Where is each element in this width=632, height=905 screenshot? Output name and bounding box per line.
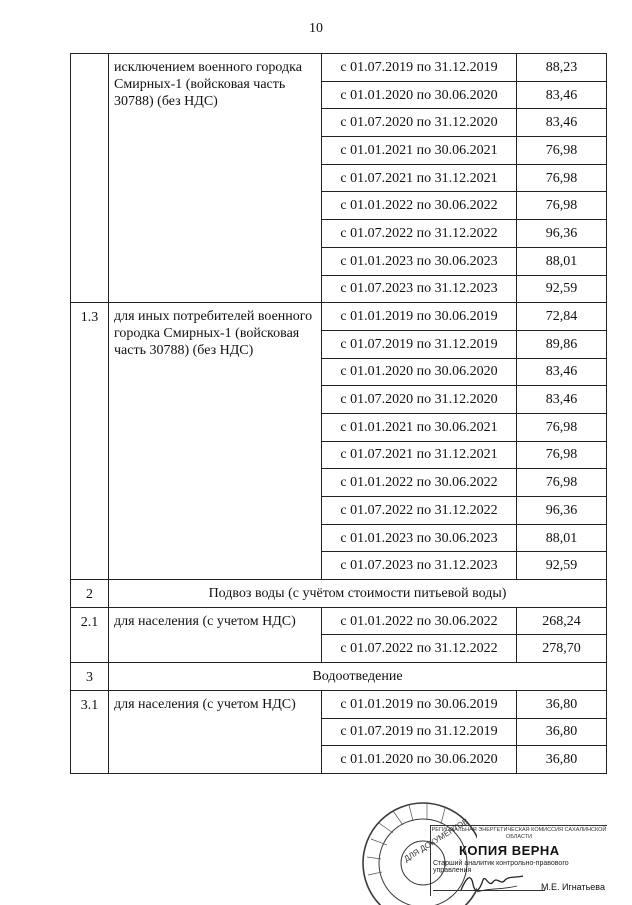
tariff-value: 76,98 [517,441,607,469]
table-row [71,54,607,82]
table-row [71,607,607,635]
tariff-value: 72,84 [517,303,607,331]
tariff-value: 76,98 [517,469,607,497]
tariff-value: 88,23 [517,54,607,82]
tariff-period: с 01.01.2023 по 30.06.2023 [322,247,517,275]
tariff-table [70,53,607,774]
item-number: 2.1 [71,607,109,662]
tariff-period: с 01.01.2019 по 30.06.2019 [322,303,517,331]
tariff-value: 36,80 [517,718,607,746]
tariff-value: 88,01 [517,524,607,552]
tariff-value: 92,59 [517,275,607,303]
copy-certification [430,825,607,896]
tariff-period: с 01.07.2022 по 31.12.2022 [322,220,517,248]
tariff-value: 89,86 [517,330,607,358]
tariff-period: с 01.07.2020 по 31.12.2020 [322,386,517,414]
item-number: 1.3 [71,303,109,580]
table-row [71,303,607,331]
tariff-value: 76,98 [517,164,607,192]
certifier-position: Старший аналитик контрольно-правового управления [433,860,569,874]
tariff-period: с 01.01.2022 по 30.06.2022 [322,607,517,635]
tariff-value: 76,98 [517,192,607,220]
tariff-value: 83,46 [517,109,607,137]
item-number [71,54,109,303]
tariff-period: с 01.01.2019 по 30.06.2019 [322,690,517,718]
tariff-period: с 01.01.2020 по 30.06.2020 [322,81,517,109]
tariff-period: с 01.01.2020 по 30.06.2020 [322,358,517,386]
tariff-period: с 01.07.2023 по 31.12.2023 [322,275,517,303]
certifying-organization: РЕГИОНАЛЬНАЯ ЭНЕРГЕТИЧЕСКАЯ КОМИССИЯ САХАЛИНСКОЙ ОБЛАСТИ [431,827,607,840]
tariff-period: с 01.07.2020 по 31.12.2020 [322,109,517,137]
tariff-value: 88,01 [517,247,607,275]
tariff-table-body [71,54,607,774]
tariff-value: 92,59 [517,552,607,580]
consumer-category: для населения (с учетом НДС) [109,607,322,662]
tariff-value: 83,46 [517,81,607,109]
tariff-period: с 01.07.2019 по 31.12.2019 [322,330,517,358]
consumer-category: для населения (с учетом НДС) [109,690,322,773]
table-row [71,690,607,718]
tariff-period: с 01.07.2021 по 31.12.2021 [322,164,517,192]
tariff-period: с 01.01.2020 по 30.06.2020 [322,746,517,774]
tariff-value: 96,36 [517,497,607,525]
tariff-period: с 01.07.2019 по 31.12.2019 [322,718,517,746]
tariff-period: с 01.07.2021 по 31.12.2021 [322,441,517,469]
consumer-category: исключением военного городка Смирных-1 (войсковая часть 30788) (без НДС) [109,54,322,303]
tariff-period: с 01.01.2021 по 30.06.2021 [322,413,517,441]
table-section-row [71,663,607,691]
tariff-period: с 01.01.2021 по 30.06.2021 [322,137,517,165]
stamp-center-text: ДЛЯ ДОКУМЕНТОВ [402,816,470,864]
tariff-value: 96,36 [517,220,607,248]
tariff-value: 36,80 [517,746,607,774]
tariff-period: с 01.07.2022 по 31.12.2022 [322,497,517,525]
handwritten-signature [457,870,527,896]
tariff-value: 76,98 [517,413,607,441]
section-number: 3 [71,663,109,691]
section-number: 2 [71,580,109,608]
tariff-value: 83,46 [517,358,607,386]
item-number: 3.1 [71,690,109,773]
tariff-period: с 01.07.2023 по 31.12.2023 [322,552,517,580]
table-section-row [71,580,607,608]
tariff-period: с 01.01.2022 по 30.06.2022 [322,469,517,497]
tariff-period: с 01.01.2022 по 30.06.2022 [322,192,517,220]
tariff-period: с 01.07.2022 по 31.12.2022 [322,635,517,663]
page-number: 10 [309,21,323,36]
consumer-category: для иных потребителей военного городка Смирных-1 (войсковая часть 30788) (без НДС) [109,303,322,580]
tariff-value: 83,46 [517,386,607,414]
tariff-value: 278,70 [517,635,607,663]
tariff-period: с 01.01.2023 по 30.06.2023 [322,524,517,552]
tariff-period: с 01.07.2019 по 31.12.2019 [322,54,517,82]
certification-title: КОПИЯ ВЕРНА [459,843,560,858]
section-title: Подвоз воды (с учётом стоимости питьевой воды) [109,580,607,608]
section-title: Водоотведение [109,663,607,691]
tariff-value: 36,80 [517,690,607,718]
certifier-name: М.Е. Игнатьева [540,882,605,892]
tariff-value: 268,24 [517,607,607,635]
tariff-value: 76,98 [517,137,607,165]
